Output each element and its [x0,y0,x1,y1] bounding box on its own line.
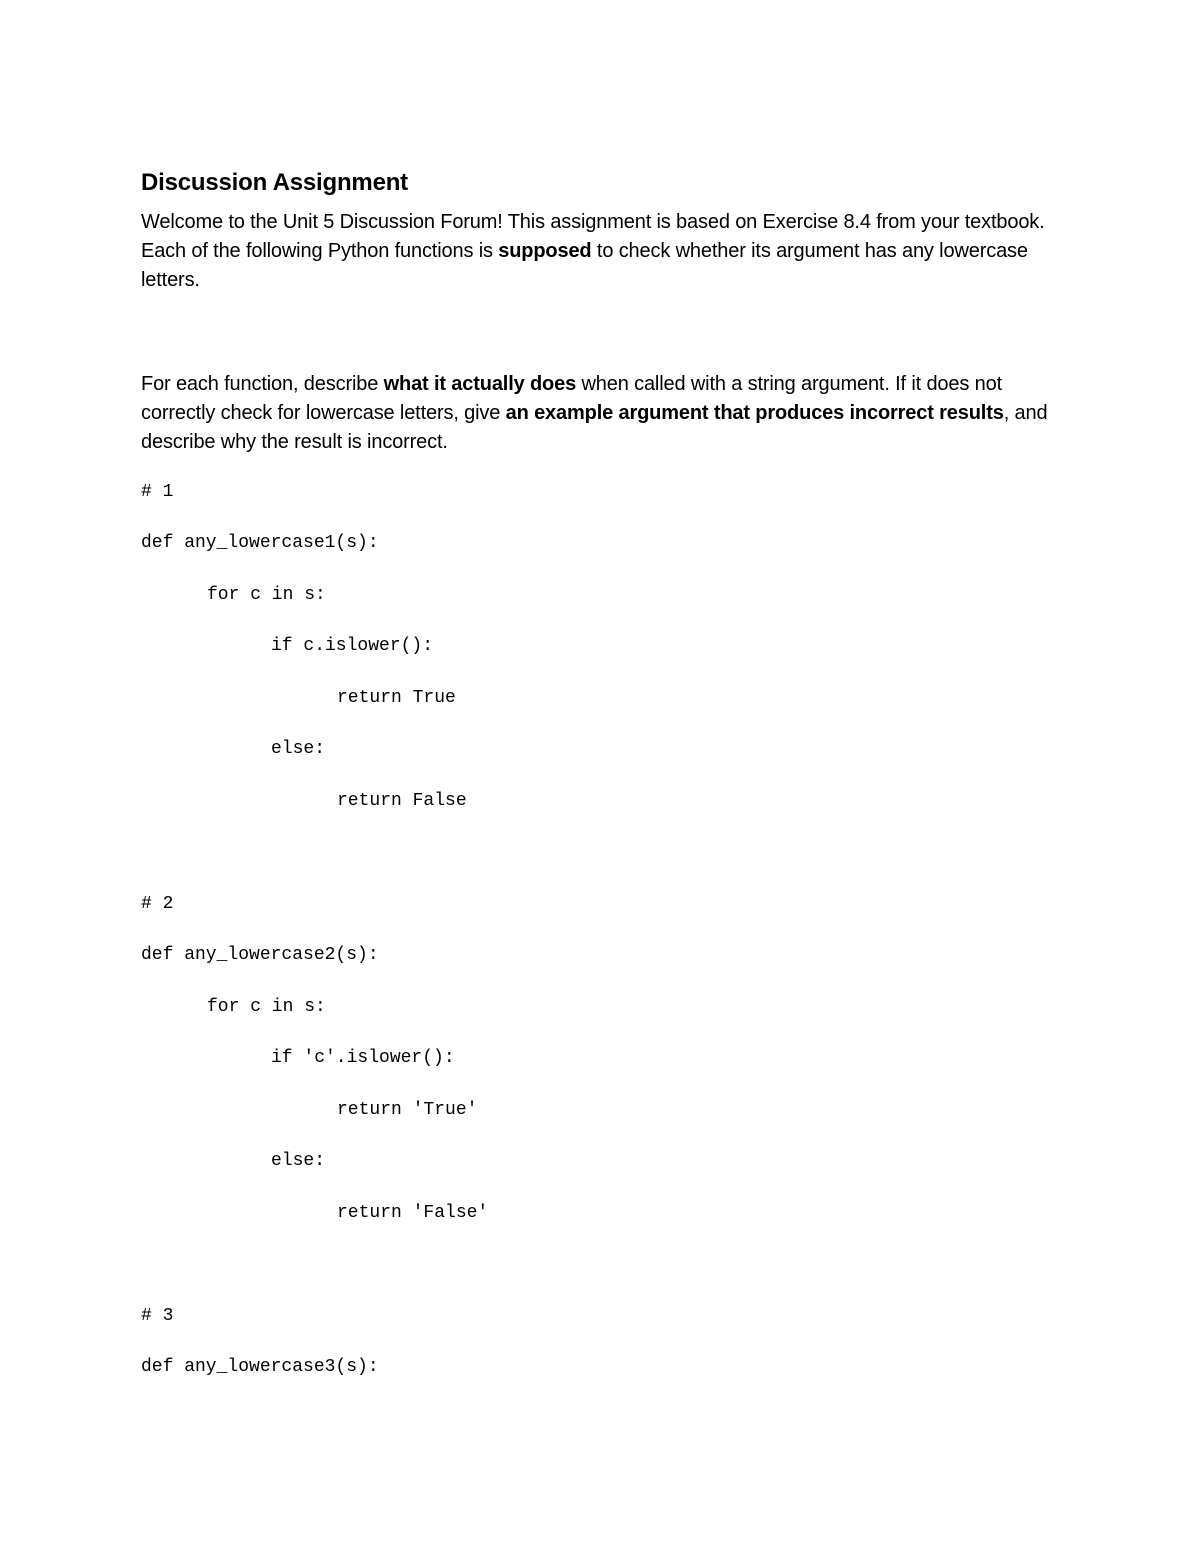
code-return-false-1: return False [337,791,467,811]
code-return-true-1: return True [337,688,456,708]
instructions-text-2: when called with a string argument. If it does not correctly check for lowercase letters, give [141,373,1002,424]
code-label-3: # 3 [141,1306,174,1326]
intro-bold-1: supposed [498,240,592,262]
document-title: Discussion Assignment [141,169,408,196]
instructions-bold-1: what it actually does [383,373,577,395]
code-def-1: def any_lowercase1(s): [141,533,379,553]
code-else-2: else: [271,1151,326,1171]
code-for-2: for c in s: [207,997,326,1017]
intro-text-2: to check whether its argument has any lowercase letters. [141,240,1028,291]
instructions-text-1: For each function, describe [141,373,384,395]
code-return-true-2: return 'True' [337,1100,478,1120]
instructions-text-3: , and describe why the result is incorrect. [141,402,1048,453]
intro-text-1: Welcome to the Unit 5 Discussion Forum! This assignment is based on Exercise 8.4 from your textbook. Each of the following Python functions is [141,211,1045,262]
code-if-1: if c.islower(): [271,636,434,656]
code-for-1: for c in s: [207,585,326,605]
code-def-2: def any_lowercase2(s): [141,945,379,965]
code-return-false-2: return 'False' [337,1203,489,1223]
code-label-1: # 1 [141,482,174,502]
code-else-1: else: [271,739,326,759]
instructions-paragraph [141,370,1061,457]
code-if-2: if 'c'.islower(): [271,1048,455,1068]
instructions-bold-2: an example argument that produces incorrect results [505,402,1004,424]
code-label-2: # 2 [141,894,174,914]
intro-paragraph [141,208,1061,295]
code-def-3: def any_lowercase3(s): [141,1357,379,1377]
